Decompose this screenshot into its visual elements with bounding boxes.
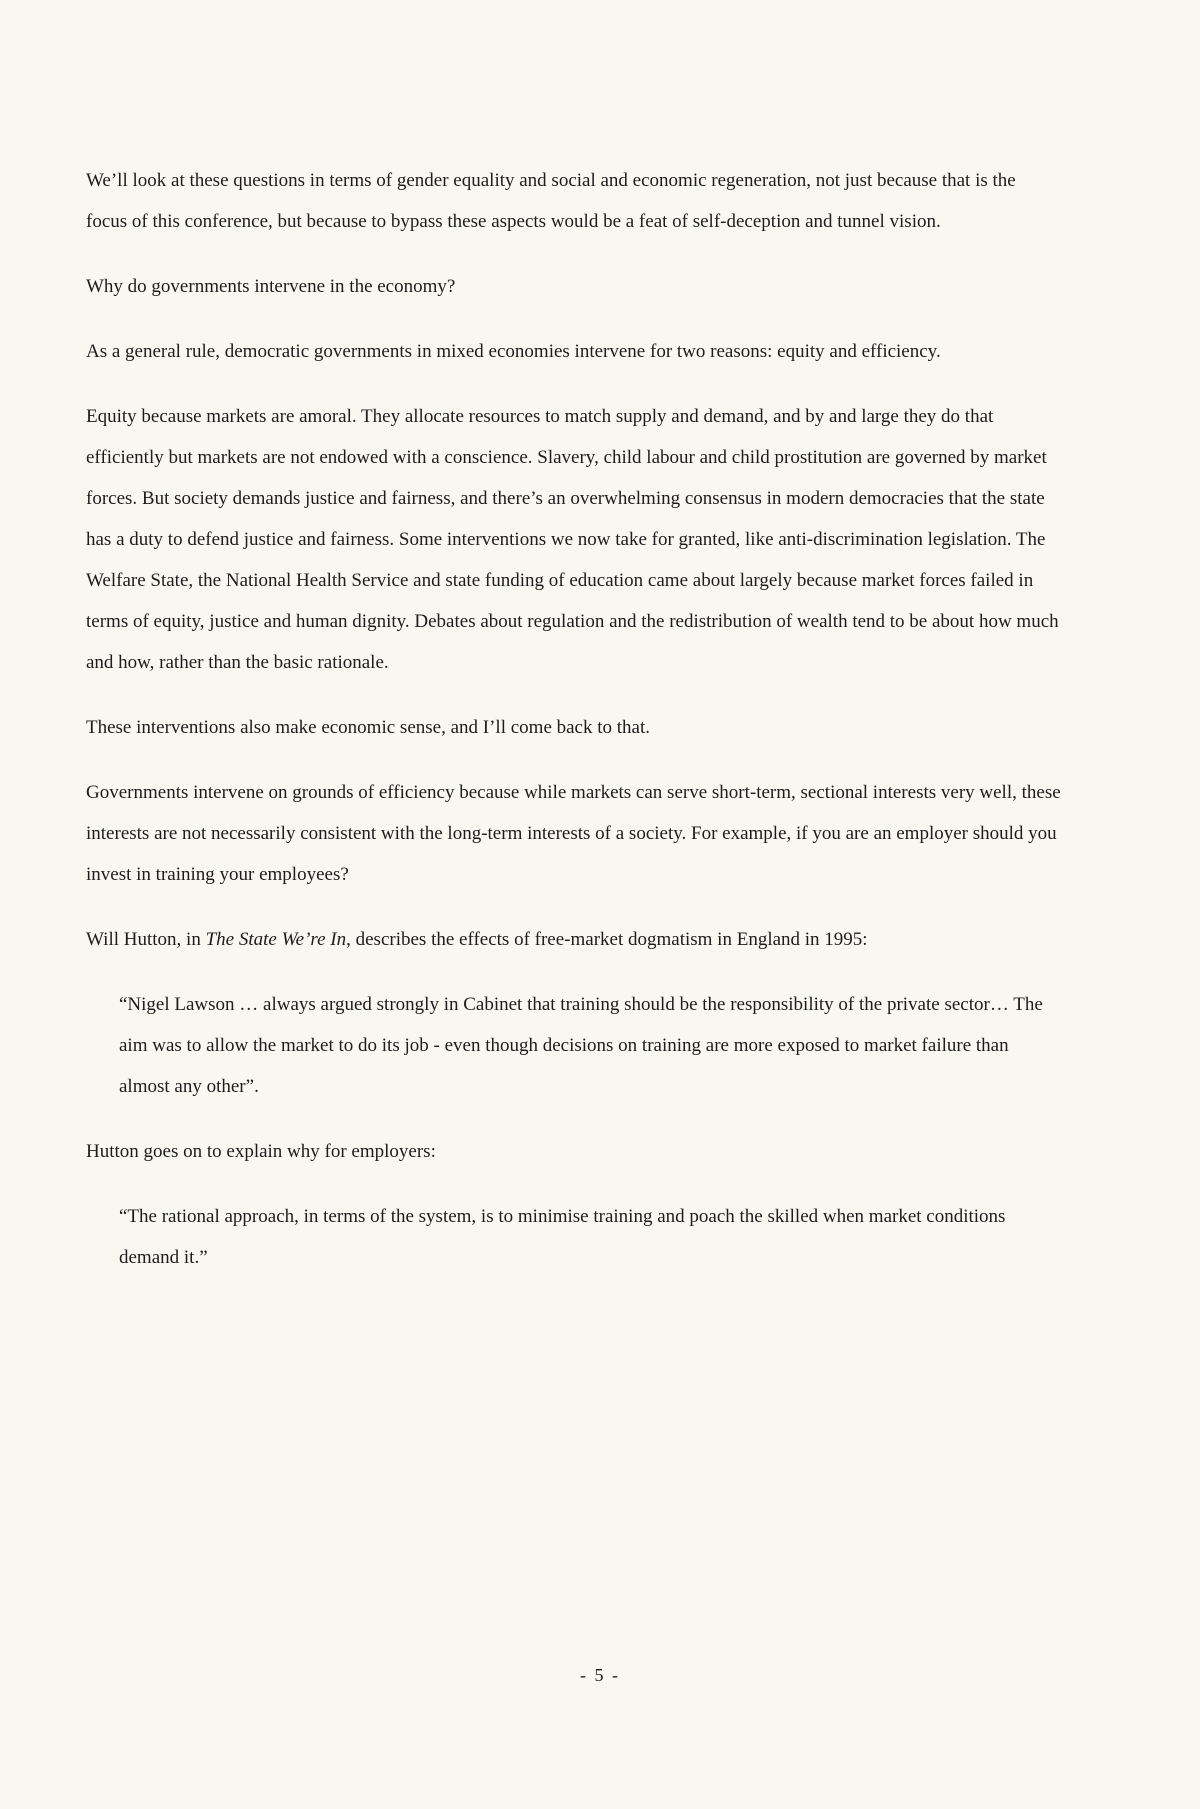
- paragraph-gender-equality: We’ll look at these questions in terms of gender equality and social and economic regeneration, not just because that is the focus of this conference, but because to bypass these aspects would be a feat of self-deception and tunnel vision.: [86, 170, 1016, 232]
- paragraph-question: Why do governments intervene in the economy?: [86, 276, 456, 297]
- quote-rational-approach: “The rational approach, in terms of the system, is to minimise training and poach the skilled when market conditions demand it.”: [119, 1206, 1006, 1268]
- paragraph-economic-sense: These interventions also make economic sense, and I’ll come back to that.: [86, 717, 651, 738]
- paragraph-general-rule: As a general rule, democratic governments in mixed economies intervene for two reasons: equity and efficiency.: [86, 341, 941, 362]
- paragraph-equity: Equity because markets are amoral. They allocate resources to match supply and demand, and by and large they do that efficiently but markets are not endowed with a conscience. Slavery, child labour and child prostitution are governed by market forces. But society demands justice and fairness, and there’s an overwhelming consensus in modern democracies that the state has a duty to defend justice and fairness. Some interventions we now take for granted, like anti-discrimination legislation. The Welfare State, the National Health Service and state funding of education came about largely because market forces failed in terms of equity, justice and human dignity. Debates about regulation and the redistribution of wealth tend to be about how much and how, rather than the basic rationale.: [86, 406, 1059, 673]
- body-text: [86, 160, 1061, 1302]
- hutton-intro-before: Will Hutton, in: [86, 929, 206, 950]
- paragraph-efficiency: Governments intervene on grounds of efficiency because while markets can serve short-term, sectional interests very well, these interests are not necessarily consistent with the long-term interests of a society. For example, if you are an employer should you invest in training your employees?: [86, 782, 1061, 885]
- page-number: - 5 -: [580, 1665, 620, 1685]
- paragraph-hutton-intro: [86, 919, 1061, 960]
- paragraph-hutton-followup: Hutton goes on to explain why for employers:: [86, 1141, 436, 1162]
- hutton-intro-after: , describes the effects of free-market dogmatism in England in 1995:: [346, 929, 868, 950]
- book-title: The State We’re In: [205, 929, 347, 950]
- quote-nigel-lawson: “Nigel Lawson … always argued strongly in Cabinet that training should be the responsibility of the private sector… The aim was to allow the market to do its job - even though decisions on training are more exposed to market failure than almost any other”.: [119, 994, 1043, 1097]
